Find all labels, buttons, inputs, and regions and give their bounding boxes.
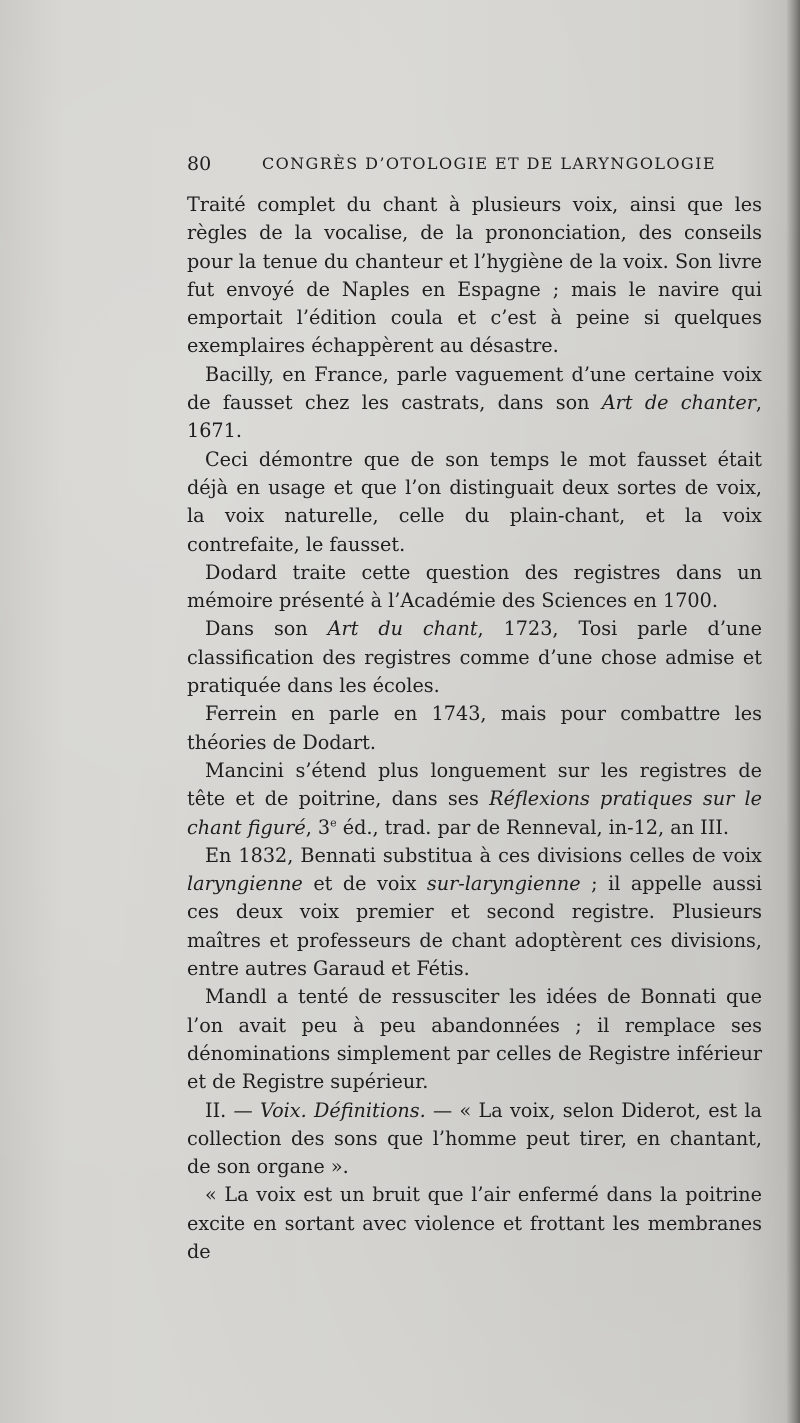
paragraph-11 <box>187 1181 762 1266</box>
paragraph-text: , 1671. <box>187 391 763 443</box>
paragraph-text: « La voix est un bruit que l’air enfermé dans la poitrine excite en sortant avec violence et frottant les membranes de <box>187 1183 762 1263</box>
paragraph-3 <box>187 446 762 559</box>
paragraph-text: , 1723, Tosi parle d’une classification des registres comme d’une chose admise et pratiquée dans les écoles. <box>187 617 763 698</box>
paragraph-text: éd., trad. par de Renneval, in-12, an III. <box>336 815 729 839</box>
running-title: CONGRÈS D’OTOLOGIE ET DE LARYNGOLOGIE <box>262 154 716 173</box>
paragraph-text: Mandl a tenté de ressusciter les idées de Bonnati que l’on avait peu à peu abandonnées ; il remplace ses dénominations simplement par celles de Registre inférieur et de Registre supérieur. <box>187 985 762 1094</box>
book-title: Réflexions pratiques sur le chant figuré <box>187 787 762 839</box>
edition-superscript: e <box>330 816 337 830</box>
paragraph-text: En 1832, Bennati substitua à ces divisions celles de voix <box>205 843 762 867</box>
paragraph-text: Ceci démontre que de son temps le mot fausset était déjà en usage et que l’on distinguait deux sortes de voix, la voix naturelle, celle du plain-chant, et la voix contrefaite, le fausset. <box>187 447 762 556</box>
paragraph-text: Bacilly, en France, parle vaguement d’une certaine voix de fausset chez les castrats, dans son <box>187 362 762 415</box>
paragraph-text: Dodard traite cette question des registres dans un mémoire présenté à l’Académie des Sciences en 1700. <box>187 560 762 613</box>
paragraph-10 <box>187 1097 762 1182</box>
paragraph-text: ; il appelle aussi ces deux voix premier et second registre. Plusieurs maîtres et professeurs de chant adoptèrent ces divisions, entre autres Garaud et Fétis. <box>187 872 762 981</box>
paragraph-text: Traité complet du chant à plusieurs voix, ainsi que les règles de la vocalise, de la prononciation, des conseils pour la tenue du chanteur et l’hygiène de la voix. Son livre fut envoyé de Naples en Espagne ; mais le navire qui emportait l’édition coula et c’est à peine si quelques exemplaires échappèrent au désastre. <box>187 193 762 358</box>
paragraph-text: Ferrein en parle en 1743, mais pour combattre les théories de Dodart. <box>187 702 762 754</box>
paragraph-9 <box>187 983 762 1096</box>
paragraph-8 <box>187 842 762 983</box>
body-text <box>187 191 762 1266</box>
page-number: 80 <box>187 153 212 175</box>
paragraph-1 <box>187 191 762 361</box>
paragraph-text: II. — <box>205 1098 261 1122</box>
paragraph-7 <box>187 757 762 842</box>
paragraph-text: — « La voix, selon Diderot, est la collection des sons que l’homme peut tirer, en chantant, de son organe ». <box>187 1098 762 1179</box>
book-title: Art de chanter <box>601 391 756 415</box>
running-header <box>187 153 767 179</box>
book-title: Art du chant <box>327 617 478 641</box>
paragraph-2 <box>187 361 762 446</box>
page-edge-shadow <box>786 0 800 1423</box>
paragraph-text: Mancini s’étend plus longuement sur les registres de tête et de poitrine, dans ses <box>187 758 762 811</box>
paragraph-text: Dans son <box>205 617 328 641</box>
paragraph-6 <box>187 700 762 757</box>
italic-term: sur-laryngienne <box>426 872 581 896</box>
paragraph-5 <box>187 615 762 700</box>
section-heading: Voix. Définitions. <box>260 1098 426 1122</box>
italic-term: laryngienne <box>187 872 303 896</box>
paragraph-text: , 3 <box>305 815 331 839</box>
paragraph-text: et de voix <box>302 872 427 896</box>
paragraph-4 <box>187 559 762 616</box>
